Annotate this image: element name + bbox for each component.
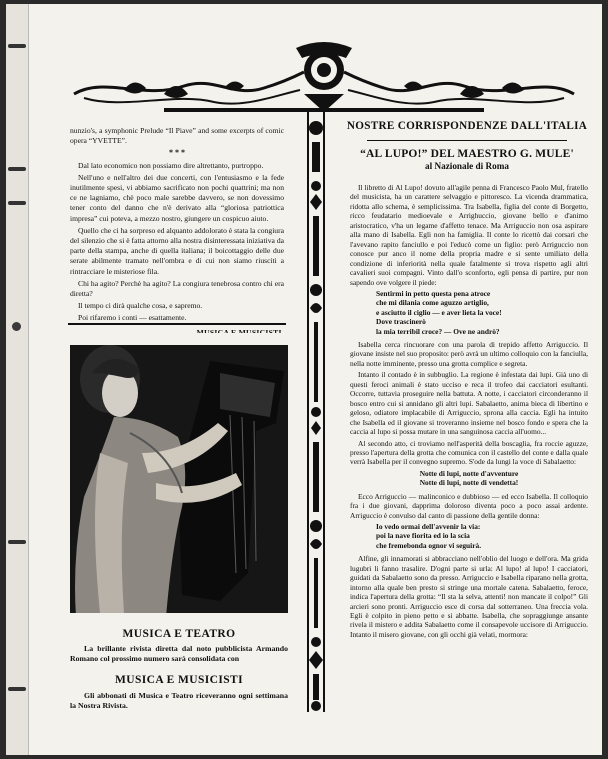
left-paragraph: Dal lato economico non possiamo dire altrettanto, purtroppo.	[78, 160, 264, 170]
right-column	[350, 183, 588, 641]
musica-e-musicisti-body	[70, 691, 288, 711]
musica-e-musicisti-text: Gli abbonati di Musica e Teatro riceveranno ogni settimana la Nostra Rivista.	[70, 691, 288, 710]
article-paragraph: Alfine, gli innamorati si abbracciano nell'oblio del luogo e dell'ora. Ma grida lugubri li fanno trasalire. D'ogni parte si urla: Al lupo! al lupo! I cacciatori, guidati da Sabalaetto sono da presso. Arriguccio e Isabella riparano nella grotta, intorno alla quale ben presto si stringe una mortale catena. Sabalaetto, feroce, indica l'apertura della grotta: “Il sta la selva, attenti! non mancate il colpo!” Gli arcieri sono pronti. Arriguccio esce di corsa dal sotterraneo. Una freccia vola. Egli è colpito in pieno petto e si abbatte. Isabella, che sopraggiunge ansante rivela il mistero e addita Sabalaetto come il consapevole uccisore di Arriguccio. Intanto il misero giovane, con gli occhi già velati, mormora:	[350, 554, 588, 639]
verse-line: e asciutto il ciglio — e aver lieta la voce!	[376, 307, 502, 317]
verse-line: Notte di lupi, notte di vendetta!	[419, 478, 519, 488]
article-title: “AL LUPO!” DEL MAESTRO G. MULE'	[360, 148, 574, 160]
binder-ring	[8, 167, 26, 171]
verse-line: poi la nave fiorita ed io la scia	[376, 531, 470, 541]
header-ornament	[64, 38, 584, 116]
binder-ring	[8, 44, 26, 48]
scanned-page	[6, 4, 602, 755]
verse-block	[350, 469, 588, 488]
left-paragraph: Quello che ci ha sorpreso ed alquanto addolorato è stata la congiura del silenzio che si è fatta attorno alla nostra disinteressata iniziativa da parte della stampa, anche di quella italiana; il boicottaggio delle due serate abilmente tramato nell'ombra e di cui non siamo riusciti a rintracciare le misteriose fila.	[70, 225, 284, 276]
section-divider	[68, 323, 286, 325]
left-paragraph: Il tempo ci dirà qualche cosa, e sapremo.	[78, 301, 203, 311]
article-subtitle: al Nazionale di Roma	[425, 161, 509, 171]
verse-block	[376, 289, 588, 336]
article-paragraph: Ecco Arriguccio — malinconico e dubbioso — ed ecco Isabella. Il colloquio fra i due giovani, dapprima doloroso diventa poco a poco assai ardente. Arriguccio è convulso dal canto di passione della gentile donna:	[350, 491, 588, 520]
musica-e-musicisti-title: MUSICA E MUSICISTI	[115, 674, 243, 686]
left-paragraph: Chi ha agito? Perchè ha agito? La congiura tenebrosa contro chi era diretta?	[70, 278, 284, 299]
asterism: * * *	[169, 148, 185, 158]
woman-with-lyre-photo	[70, 333, 288, 623]
verse-line: Notte di lupi, notte d'avventure	[419, 468, 519, 478]
article-paragraph: Isabella cerca rincuorare con una parola di trepido affetto Arriguccio. Il giovane insiste nel suo proposito: però avrà un ultimo colloquio con la fanciulla, nella notte imminente, presso una grotta complice e segreta.	[350, 340, 588, 368]
article-paragraph: Al secondo atto, ci troviamo nell'asperità della boscaglia, fra roccie aguzze, presso l'apertura della grotta che comunica con il castello del conte e dalla quale verrà Isabella per il convegno supremo. S'ode da lungi la voce di Sabalaetto:	[350, 438, 588, 467]
binder-ring	[8, 201, 26, 205]
verse-line: Sentirmi in petto questa pena atroce	[376, 288, 491, 298]
article-paragraph: Intanto il contado è in subbuglio. La regione è infestata dai lupi. Già uno di questi feroci animali è stato ucciso e reca il trofeo dai cacciatori esultanti. Occorre, tuttavia proseguire nella battuta. A notte, i cacciatori circonderanno il bosco entro cui si annidano gli altri lupi. Sabalaetto, anima bieca di libertino e geloso, odiatore implacabile di Arriguccio, sprona alla caccia. Egli ha intuito che Isabella ed il giovane si troveranno insieme nel bosco fondo e spera che la caccia al lupo si possa mutare in una sanguinosa caccia all'uomo...	[350, 370, 588, 437]
musica-e-teatro-text: La brillante rivista diretta dal noto pubblicista Armando Romano col prossimo numero sarà consolidata con	[70, 644, 288, 663]
binder-ring	[8, 540, 26, 544]
punch-hole	[12, 322, 21, 331]
verse-line: Dove trascinerò	[376, 317, 426, 327]
verse-line: Io vedo ormai dell'avvenir la via:	[376, 522, 481, 532]
verse-line: che mi dilania come aguzzo artiglio,	[376, 298, 489, 308]
left-paragraph: Nell'uno e nell'altro dei due concerti, con l'entusiasmo e la fede inutilmente spesi, vi abbiamo sacrificato non pochi quattrini; ma non ce ne lagniamo, chè poco male sarebbe davvero, se non dovessimo tener conto del danno che n'è derivato alla “gloriosa patriottica impresa” cui poteva, a mezzo nostro, giungere un cospicuo aiuto.	[70, 172, 284, 223]
verse-line: che fremebonda ognor vi seguirà.	[376, 540, 482, 550]
binder-ring	[8, 687, 26, 691]
article-paragraph: Il libretto di Al Lupo! dovuto all'agile penna di Francesco Paolo Mul, fratello del musicista, ha un carattere selvaggio e pittoresco. La vicenda drammatica, ridotta allo schema, è semplicissima. Tra Isabella, figlia del conte di Borgetto, ricco feudatario medioevale e Arrighuccio, giovane bello e d'animo aristocratico, v'ha un legame d'affetto tenace. Ma Arriguccio non osa aspirare alla mano di Isabella. Egli non ha famiglia. Il conte lo ricettò dai corsari che l'avevano rapito fanciullo e poi l'educò come un figlio: però Arriguccio non conosce pur anco il nome della propria madre e si sente umiliato della condizione di inferiorità nella quale fatalmente si trova rispetto agli altri cavalieri suoi compagni. Vinto dall'o sconforto, egli pensa di partire, pur non sapendo ove volgere il piede:	[350, 183, 588, 287]
heading-rule	[367, 140, 567, 141]
section-heading: NOSTRE CORRISPONDENZE DALL'ITALIA	[346, 120, 588, 132]
left-paragraph: Poi rifaremo i conti — esattamente.	[78, 313, 187, 323]
verse-line: la mia terribil croce? — Ove ne andrò?	[376, 326, 500, 336]
right-heading-block	[344, 120, 590, 171]
left-column	[70, 126, 284, 338]
musica-e-teatro-title: MUSICA E TEATRO	[122, 628, 236, 640]
musica-e-teatro-body	[70, 644, 288, 664]
binder-strip	[6, 4, 29, 755]
left-paragraph: nunzio's, a symphonic Prelude “Il Piave” and some excerpts of comic opera “YVETTE”.	[70, 126, 284, 146]
column-divider-ornament	[300, 112, 332, 712]
verse-block	[376, 522, 588, 550]
